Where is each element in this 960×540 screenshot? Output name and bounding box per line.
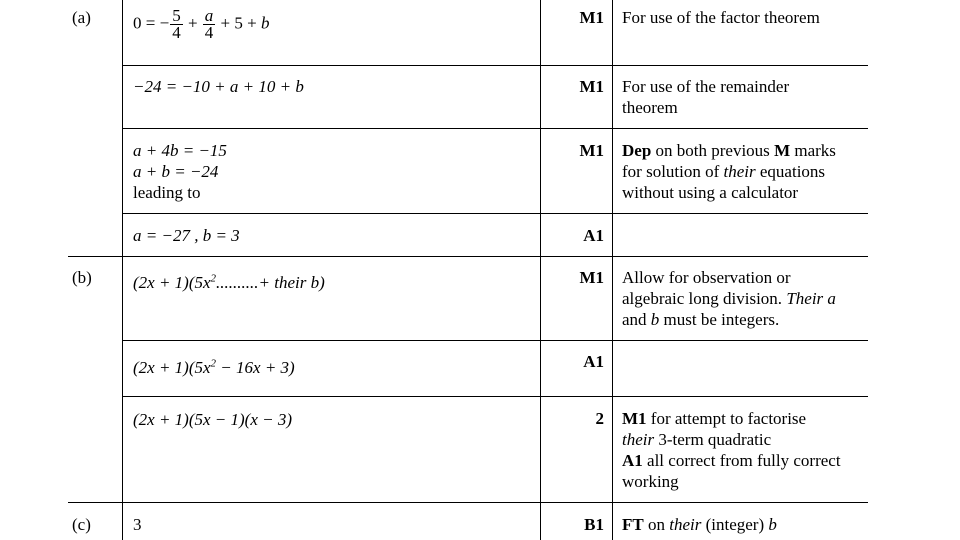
note-bold: M bbox=[774, 141, 791, 160]
row-divider bbox=[122, 128, 868, 129]
row-divider bbox=[122, 65, 868, 66]
note-italic: their bbox=[723, 162, 756, 181]
working-partial-factor bbox=[133, 272, 325, 293]
variable-b: b bbox=[260, 13, 270, 33]
working-remainder-theorem: −24 = −10 + a + 10 + b bbox=[133, 77, 304, 96]
working-full-factorisation: (2x + 1)(5x − 1)(x − 3) bbox=[133, 410, 293, 429]
mark-code: M1 bbox=[579, 268, 604, 287]
exponent: 2 bbox=[210, 357, 217, 370]
note-text: and bbox=[622, 310, 651, 329]
fraction-5-4 bbox=[170, 8, 183, 41]
note-text: all correct from fully correct bbox=[642, 451, 841, 470]
note-text: equations bbox=[755, 162, 826, 181]
equation-line: leading to bbox=[133, 183, 201, 202]
note-text: on both previous bbox=[651, 141, 775, 160]
note-text: on bbox=[643, 515, 670, 534]
note-italic: b bbox=[650, 310, 660, 329]
row-divider bbox=[122, 340, 868, 341]
mark-code: A1 bbox=[583, 226, 604, 245]
mark-total: 2 bbox=[595, 409, 604, 428]
equation-rest: + 5 + bbox=[216, 13, 261, 33]
working-factor-theorem bbox=[133, 8, 269, 41]
part-label: (c) bbox=[72, 515, 91, 534]
fraction-denominator: 4 bbox=[172, 23, 181, 42]
expression: − 16x + 3) bbox=[216, 358, 295, 377]
note-text: must be integers. bbox=[659, 310, 780, 329]
note-line: For use of the remainder bbox=[622, 77, 790, 96]
working-answer-c: 3 bbox=[133, 515, 142, 534]
note-italic: their bbox=[669, 515, 702, 534]
note-text: 3-term quadratic bbox=[654, 430, 772, 449]
equation-line: a + b = −24 bbox=[133, 162, 219, 181]
note-italic: their bbox=[622, 430, 655, 449]
operator: + bbox=[183, 13, 202, 33]
expression: (2x + 1)(5x bbox=[133, 358, 211, 377]
fraction-a-4 bbox=[203, 8, 216, 41]
guidance-note bbox=[622, 514, 867, 535]
note-bold: A1 bbox=[622, 451, 643, 470]
note-bold: M1 bbox=[622, 409, 647, 428]
guidance-note bbox=[622, 76, 867, 118]
working-simultaneous bbox=[133, 140, 227, 203]
equation-line: a + 4b = −15 bbox=[133, 141, 227, 160]
working-answer-a-b: a = −27 , b = 3 bbox=[133, 226, 240, 245]
mark-code: M1 bbox=[579, 77, 604, 96]
note-line: Allow for observation or bbox=[622, 268, 791, 287]
guidance-note bbox=[622, 140, 867, 203]
row-divider bbox=[68, 502, 868, 503]
exponent: 2 bbox=[210, 272, 217, 285]
fraction-denominator: 4 bbox=[204, 23, 214, 42]
row-divider bbox=[122, 213, 868, 214]
working-quadratic-factor bbox=[133, 357, 295, 378]
note-text: (integer) bbox=[701, 515, 769, 534]
mark-code: A1 bbox=[583, 352, 604, 371]
note-bold: FT bbox=[622, 515, 644, 534]
guidance-note: For use of the factor theorem bbox=[622, 8, 820, 27]
row-divider bbox=[122, 396, 868, 397]
part-label: (a) bbox=[72, 8, 91, 27]
mark-code: M1 bbox=[579, 141, 604, 160]
expression: (2x + 1)(5x bbox=[133, 273, 211, 292]
note-text: algebraic long division. bbox=[622, 289, 787, 308]
note-italic: b bbox=[768, 515, 777, 534]
fraction-numerator: a bbox=[204, 6, 214, 25]
expression: ..........+ their b) bbox=[216, 273, 325, 292]
fraction-numerator: 5 bbox=[172, 6, 181, 25]
col-divider-work bbox=[540, 0, 541, 540]
guidance-note bbox=[622, 408, 867, 492]
note-line: without using a calculator bbox=[622, 183, 799, 202]
note-text: marks bbox=[790, 141, 836, 160]
note-italic: Their a bbox=[786, 289, 836, 308]
mark-code: M1 bbox=[579, 8, 604, 27]
note-line: theorem bbox=[622, 98, 678, 117]
guidance-note bbox=[622, 267, 867, 330]
note-line: working bbox=[622, 472, 679, 491]
note-text: for solution of bbox=[622, 162, 724, 181]
part-label: (b) bbox=[72, 268, 92, 287]
row-divider bbox=[68, 256, 868, 257]
col-divider-mark bbox=[612, 0, 613, 540]
equation-lhs: 0 = − bbox=[133, 13, 170, 33]
note-text: for attempt to factorise bbox=[646, 409, 807, 428]
mark-code: B1 bbox=[584, 515, 604, 534]
note-bold: Dep bbox=[622, 141, 652, 160]
col-divider-part bbox=[122, 0, 123, 540]
